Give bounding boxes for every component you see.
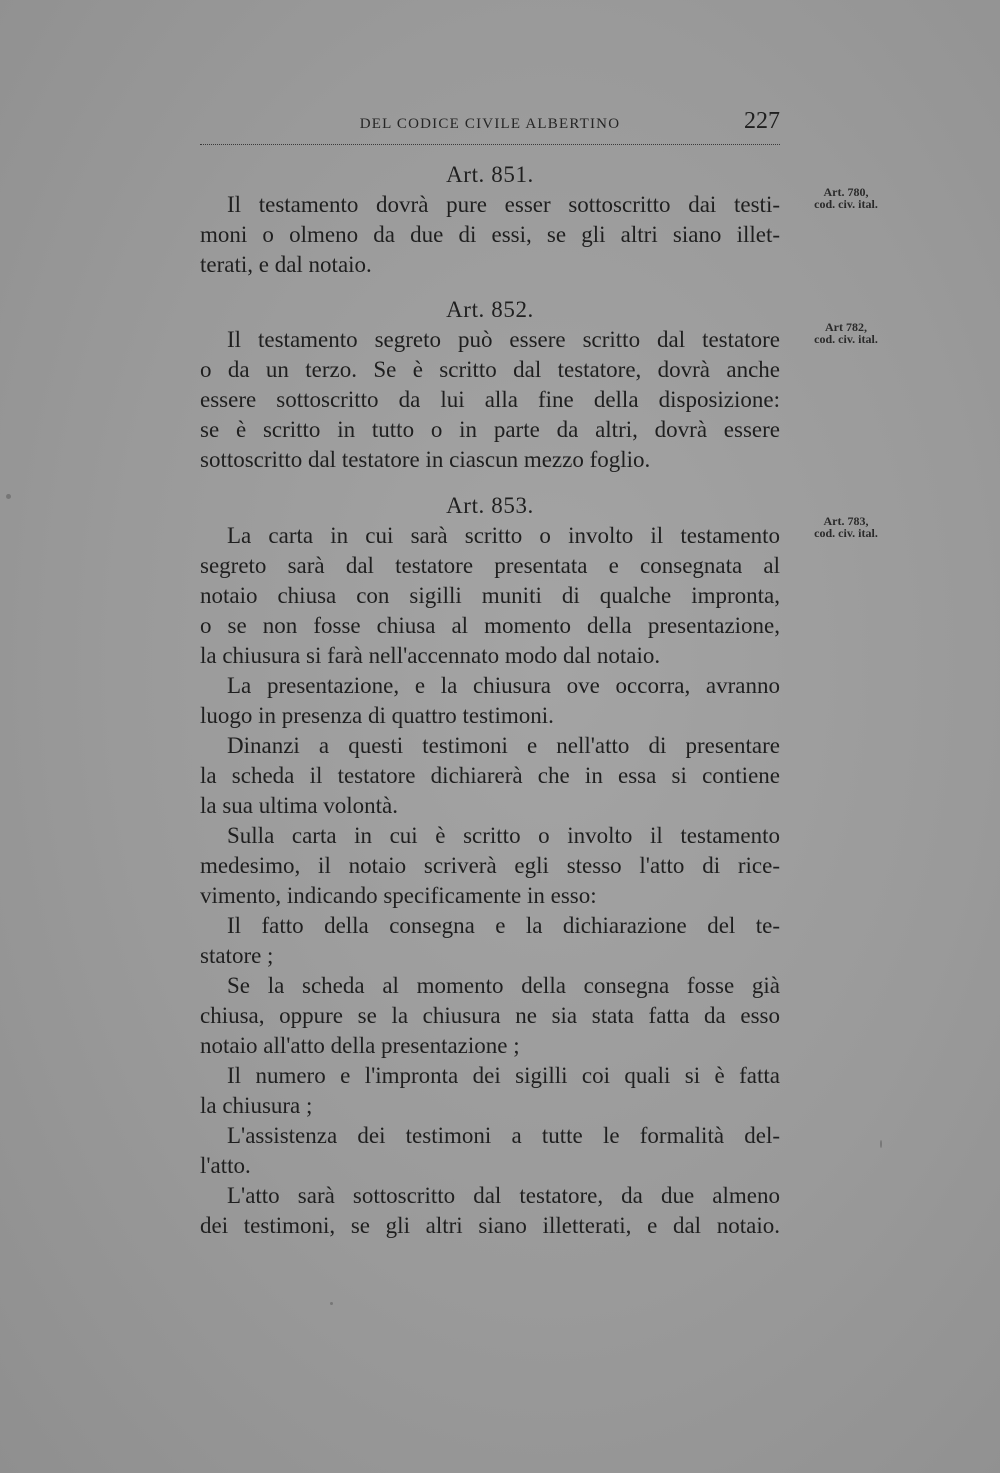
text-line: l'atto. [200, 1153, 251, 1178]
margin-note-art-853 [796, 515, 896, 539]
text-line: notaio all'atto della presentazione ; [200, 1033, 520, 1058]
text-line: Se la scheda al momento della consegna fosse già [227, 973, 780, 998]
margin-note-art-852 [796, 321, 896, 345]
text-line: notaio chiusa con sigilli muniti di qualche impronta, [200, 583, 780, 608]
text-line: segreto sarà dal testatore presentata e consegnata al [200, 553, 780, 578]
text-line: la sua ultima volontà. [200, 793, 399, 818]
text-line: la chiusura si farà nell'accennato modo dal notaio. [200, 643, 661, 668]
text-line: Il testamento dovrà pure esser sottoscritto dai testi- [227, 192, 780, 217]
text-line: La carta in cui sarà scritto o involto il testamento [227, 523, 780, 548]
text-line: Il testamento segreto può essere scritto dal testatore [227, 327, 780, 352]
text-line: essere sottoscritto da lui alla fine della disposizione: [200, 387, 780, 412]
margin-note-article: Art. 780, [823, 185, 869, 199]
margin-note-article: Art. 783, [823, 514, 869, 528]
text-line: chiusa, oppure se la chiusura ne sia stata fatta da esso [200, 1003, 780, 1028]
text-line: sottoscritto dal testatore in ciascun mezzo foglio. [200, 447, 651, 472]
article-heading: Art. 853. [446, 493, 534, 518]
margin-note-art-851 [796, 186, 896, 210]
margin-note-code: cod. civ. ital. [814, 526, 878, 540]
running-title: DEL CODICE CIVILE ALBERTINO [359, 116, 621, 132]
text-line: La presentazione, e la chiusura ove occorra, avranno [227, 673, 780, 698]
text-line: Sulla carta in cui è scritto o involto il testamento [227, 823, 780, 848]
body-text [200, 160, 780, 1241]
text-line: Il numero e l'impronta dei sigilli coi quali si è fatta [227, 1063, 780, 1088]
text-line: statore ; [200, 943, 274, 968]
text-line: vimento, indicando specificamente in esso: [200, 883, 597, 908]
page-number: 227 [744, 108, 780, 134]
paper-speck [6, 494, 11, 499]
text-line: medesimo, il notaio scriverà egli stesso l'atto di rice- [200, 853, 780, 878]
running-head [200, 108, 780, 145]
paper-speck [880, 1140, 882, 1148]
article-heading: Art. 851. [446, 162, 534, 187]
text-line: dei testimoni, se gli altri siano illetterati, e dal notaio. [200, 1213, 780, 1238]
text-line: Il fatto della consegna e la dichiarazione del te- [227, 913, 780, 938]
text-line: la chiusura ; [200, 1093, 313, 1118]
text-line: o se non fosse chiusa al momento della presentazione, [200, 613, 780, 638]
margin-note-code: cod. civ. ital. [814, 332, 878, 346]
article-heading: Art. 852. [446, 297, 534, 322]
text-line: la scheda il testatore dichiarerà che in essa si contiene [200, 763, 780, 788]
text-line: L'assistenza dei testimoni a tutte le formalità del- [227, 1123, 780, 1148]
text-line: o da un terzo. Se è scritto dal testatore, dovrà anche [200, 357, 780, 382]
text-line: se è scritto in tutto o in parte da altri, dovrà essere [200, 417, 780, 442]
paper-speck [330, 1302, 333, 1305]
text-line: terati, e dal notaio. [200, 252, 372, 277]
margin-note-code: cod. civ. ital. [814, 197, 878, 211]
text-line: moni o olmeno da due di essi, se gli altri siano illet- [200, 222, 780, 247]
margin-note-article: Art 782, [825, 320, 867, 334]
text-line: L'atto sarà sottoscritto dal testatore, da due almeno [227, 1183, 780, 1208]
text-line: luogo in presenza di quattro testimoni. [200, 703, 554, 728]
text-line: Dinanzi a questi testimoni e nell'atto di presentare [227, 733, 780, 758]
